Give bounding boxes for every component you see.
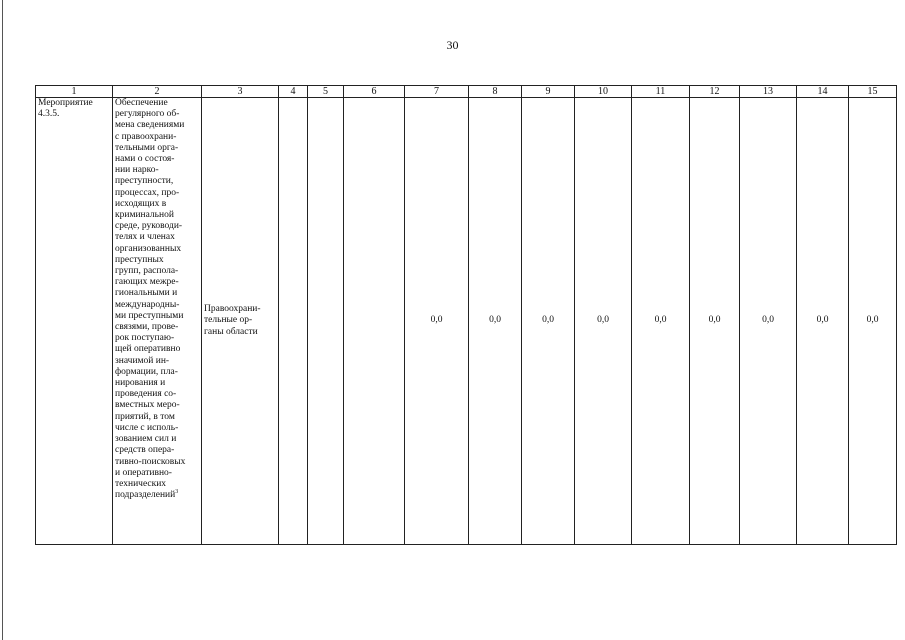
column-number: 6 <box>344 86 405 98</box>
description-line: международны- <box>115 299 180 310</box>
column-number: 2 <box>113 86 202 98</box>
value-cell-col13: 0,0 <box>740 98 797 545</box>
column-number-row <box>36 86 897 98</box>
description-line: связями, прове- <box>115 322 179 333</box>
description-line: групп, распола- <box>115 266 179 277</box>
description-line: Обеспечение <box>115 98 168 108</box>
description-line: рок поступаю- <box>115 333 175 344</box>
description-line: процессах, про- <box>115 187 180 198</box>
description-line: регулярного об- <box>115 109 180 120</box>
description-line: ми преступными <box>115 310 184 321</box>
description-line: и оперативно- <box>115 467 172 478</box>
description-line: формации, пла- <box>115 366 178 377</box>
empty-cell-col4 <box>279 98 308 545</box>
description-line: телях и членах <box>115 232 175 243</box>
measure-label: Мероприятие <box>38 98 93 108</box>
description-line: технических <box>115 478 167 489</box>
column-number: 7 <box>405 86 469 98</box>
description-line: нии нарко- <box>115 165 159 176</box>
executor-line: тельные ор- <box>204 315 253 326</box>
description-last-line <box>115 490 199 501</box>
column-number: 3 <box>202 86 279 98</box>
description-line: проведения со- <box>115 389 177 400</box>
column-number: 11 <box>632 86 690 98</box>
description-line: значимой ин- <box>115 355 170 366</box>
column-number: 12 <box>690 86 740 98</box>
column-number: 10 <box>575 86 632 98</box>
column-number: 5 <box>308 86 344 98</box>
description-line: организованных <box>115 243 182 254</box>
value-cell-col15: 0,0 <box>849 98 897 545</box>
value-cell-col12: 0,0 <box>690 98 740 545</box>
value-cell-col7: 0,0 <box>405 98 469 545</box>
description-line: гающих межре- <box>115 277 179 288</box>
description-line: приятий, в том <box>115 411 175 422</box>
footnote-mark: 3 <box>175 488 179 495</box>
column-number: 8 <box>469 86 522 98</box>
measure-description-cell <box>113 98 202 545</box>
column-number: 9 <box>522 86 575 98</box>
table-row <box>36 98 897 545</box>
value-cell-col10: 0,0 <box>575 98 632 545</box>
description-line: вместных меро- <box>115 400 180 411</box>
value-cell-col11: 0,0 <box>632 98 690 545</box>
value-cell-col14: 0,0 <box>797 98 849 545</box>
description-line: числе с исполь- <box>115 422 179 433</box>
description-line: с правоохрани- <box>115 131 177 142</box>
description-line: тельными орга- <box>115 142 179 153</box>
executor-cell <box>202 98 279 545</box>
executor-line: Правоохрани- <box>204 304 261 315</box>
description-line: среде, руководи- <box>115 221 183 232</box>
description-line: тивно-поисковых <box>115 456 186 467</box>
description-line: криминальной <box>115 210 174 221</box>
column-number: 1 <box>36 86 113 98</box>
description-line: зованием сил и <box>115 434 177 445</box>
description-line: гиональными и <box>115 288 178 299</box>
empty-cell-col6 <box>344 98 405 545</box>
description-line: мена сведениями <box>115 120 185 131</box>
column-number: 15 <box>849 86 897 98</box>
page-edge-line <box>2 0 3 640</box>
executor-line: ганы области <box>204 326 258 337</box>
column-number: 4 <box>279 86 308 98</box>
measure-number: 4.3.5. <box>38 109 60 120</box>
description-line: подразделений <box>115 490 176 501</box>
description-line: нирования и <box>115 378 166 389</box>
column-number: 13 <box>740 86 797 98</box>
description-line: преступных <box>115 254 164 265</box>
column-number: 14 <box>797 86 849 98</box>
description-line: нами о состоя- <box>115 154 175 165</box>
measure-id-cell <box>36 98 113 545</box>
measures-table <box>35 85 897 545</box>
value-cell-col8: 0,0 <box>469 98 522 545</box>
description-line: средств опера- <box>115 445 175 456</box>
description-line: исходящих в <box>115 198 167 209</box>
page-number: 30 <box>446 38 459 52</box>
empty-cell-col5 <box>308 98 344 545</box>
value-cell-col9: 0,0 <box>522 98 575 545</box>
description-line: щей оперативно <box>115 344 181 355</box>
description-line: преступности, <box>115 176 174 187</box>
